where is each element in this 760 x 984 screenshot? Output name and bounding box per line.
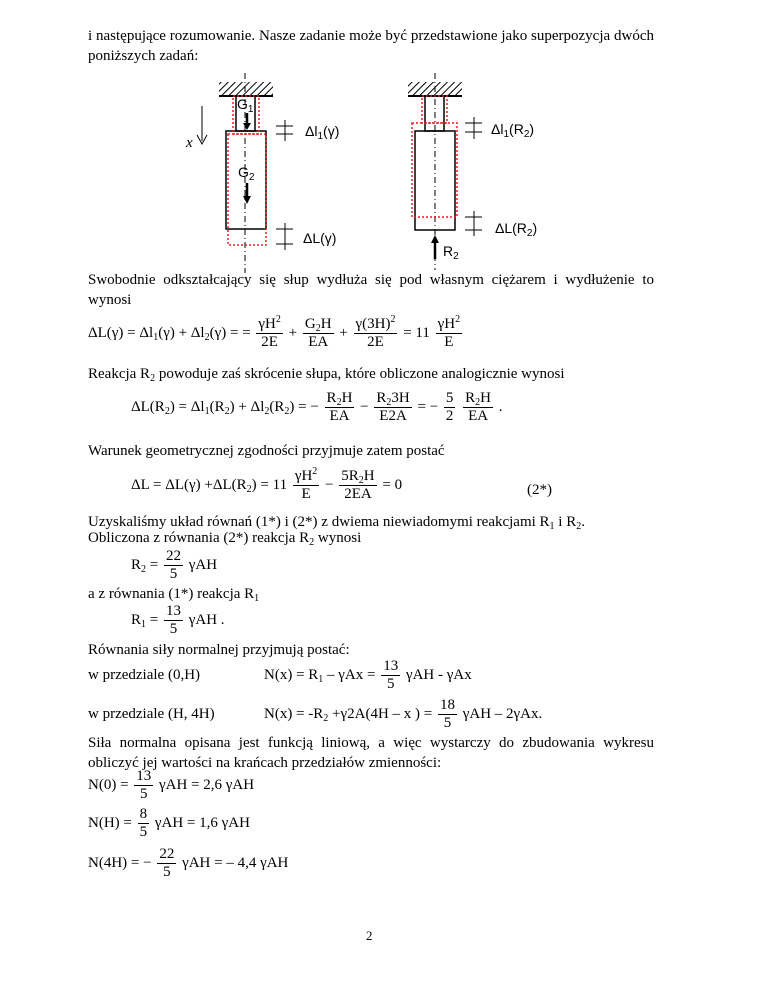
equation-N-interval-1: $N(x) = R_1 - \gamma Ax$ = $\frac{13}{5}$ γAH - γAx bbox=[264, 658, 472, 692]
value-N4H: N(4H) = − $\frac{22}{5}$ γAH = – 4,4 γAH bbox=[88, 846, 289, 880]
paragraph-normal-force: Równania siły normalnej przyjmują postać: bbox=[88, 642, 350, 658]
dL-r2-label: $\Delta L(R_2)$ bbox=[495, 220, 538, 239]
page-number: 2 bbox=[366, 928, 373, 943]
fraction: $\frac{\gamma H^2}{E}$ bbox=[294, 466, 318, 502]
fraction: $\frac{13}{5}$ bbox=[136, 768, 152, 802]
fraction: $\frac{22}{5}$ bbox=[165, 548, 181, 582]
paragraph-r2-intro: Obliczona z równania (2*) reakcja $R_2$ wynosi bbox=[88, 530, 362, 548]
equation-R1: $R_1$ = $\frac{13}{5}$ γAH . bbox=[131, 603, 225, 637]
fraction: $\frac{R_2H}{EA}$ bbox=[326, 390, 353, 424]
g2-label: $G_2$ bbox=[238, 164, 255, 183]
paragraph-compatibility: Warunek geometrycznej zgodności przyjmuje zatem postać bbox=[88, 443, 445, 459]
fraction: $\frac{\gamma(3H)^2}{2E}$ bbox=[355, 314, 396, 350]
fraction: $\frac{5R_2H}{2EA}$ bbox=[341, 468, 375, 502]
g1-label: $G_1$ bbox=[237, 96, 254, 115]
r2-label: $R_2$ bbox=[443, 243, 459, 262]
equation-dL-R2: $\Delta L(R_2) = \Delta l_1(R_2) + \Delta l_2(R_2)$ = − $\frac{R_2H}{EA}$ − $\frac{R_23H}{E2A}$ = − $\frac{5}{2}$ $\frac{R_2H}{EA}$ . bbox=[131, 390, 503, 424]
intro-paragraph: i następujące rozumowanie. Nasze zadanie może być przedstawione jako superpozycja dwóch poniższych zadań: bbox=[88, 28, 654, 64]
fraction: $\frac{18}{5}$ bbox=[440, 697, 455, 731]
g2-arrowhead bbox=[243, 196, 251, 204]
left-lower-segment bbox=[226, 131, 266, 229]
equation-compatibility: $\Delta L = \Delta L(\gamma) +\Delta L(R_2) = 11$ $\frac{\gamma H^2}{E}$ − $\frac{5R_2H}{2EA}$ = 0 bbox=[131, 466, 403, 502]
paragraph-r1-intro: a z równania (1*) reakcja $R_1$ bbox=[88, 586, 260, 604]
dl1-r2-label: $\Delta l_1(R_2)$ bbox=[491, 121, 535, 140]
equation-R2: $R_2$ = $\frac{22}{5}$ γAH bbox=[131, 548, 218, 582]
fraction: $\frac{8}{5}$ bbox=[139, 806, 148, 840]
paragraph-system: Uzyskaliśmy układ równań (1*) i (2*) z dwiema niewiadomymi reakcjami $R_1$ i $R_2$. bbox=[88, 514, 585, 532]
fraction: $\frac{G_2H}{EA}$ bbox=[304, 316, 332, 350]
dl1-gamma-label: $\Delta l_1(\gamma)$ bbox=[305, 123, 340, 142]
paragraph-reaction: Reakcja $R_2$ powoduje zaś skrócenie słupa, które obliczone analogicznie wynosi bbox=[88, 366, 565, 384]
equation-dL-gamma: $\Delta L(\gamma) = \Delta l_1(\gamma) + \Delta l_2(\gamma)$ = = $\frac{\gamma H^2}{2E}$ + $\frac{G_2H}{EA}$ + $\frac{\gamma(3H)^2}{2E}$ = 11 $\frac{\gamma H^2}{E}$ bbox=[88, 314, 461, 350]
left-support-hatch bbox=[219, 82, 273, 96]
x-axis-label: x bbox=[186, 135, 193, 151]
r2-arrowhead bbox=[431, 235, 439, 243]
g1-arrowhead bbox=[243, 123, 251, 130]
right-column-diagram bbox=[408, 73, 482, 270]
fraction: $\frac{13}{5}$ bbox=[165, 603, 181, 637]
superposition-figure bbox=[0, 55, 760, 275]
fraction: $\frac{13}{5}$ bbox=[383, 658, 399, 692]
interval-2-label: w przedziale (H, 4H) bbox=[88, 706, 215, 722]
fraction: $\frac{5}{2}$ bbox=[445, 390, 454, 424]
paragraph-linear: Siła normalna opisana jest funkcją liniową, a więc wystarczy do zbudowania wykresu obliczyć jej wartości na krańcach przedziałów zmienności: bbox=[88, 735, 654, 771]
fraction: $\frac{22}{5}$ bbox=[159, 846, 175, 880]
fraction: $\frac{R_23H}{E2A}$ bbox=[376, 390, 410, 424]
value-NH: N(H) = $\frac{8}{5}$ γAH = 1,6 γAH bbox=[88, 806, 250, 840]
paragraph-elongation: Swobodnie odkształcający się słup wydłuża się pod własnym ciężarem i wydłużenie to wynosi bbox=[88, 272, 654, 308]
fraction: $\frac{\gamma H^2}{2E}$ bbox=[258, 314, 281, 350]
interval-1-label: w przedziale (0,H) bbox=[88, 667, 201, 683]
fraction: $\frac{\gamma H^2}{E}$ bbox=[437, 314, 461, 350]
fraction: $\frac{R_2H}{EA}$ bbox=[465, 390, 492, 424]
dL-gamma-label: ΔL(γ) bbox=[303, 230, 337, 246]
equation-N-interval-2: $N(x) = -R_2 +\gamma 2A(4H - x$ ) = $\frac{18}{5}$ γAH – 2γAx. bbox=[264, 697, 543, 731]
equation-tag-2: (2*) bbox=[527, 482, 552, 498]
value-N0: N(0) = $\frac{13}{5}$ γAH = 2,6 γAH bbox=[88, 768, 255, 802]
